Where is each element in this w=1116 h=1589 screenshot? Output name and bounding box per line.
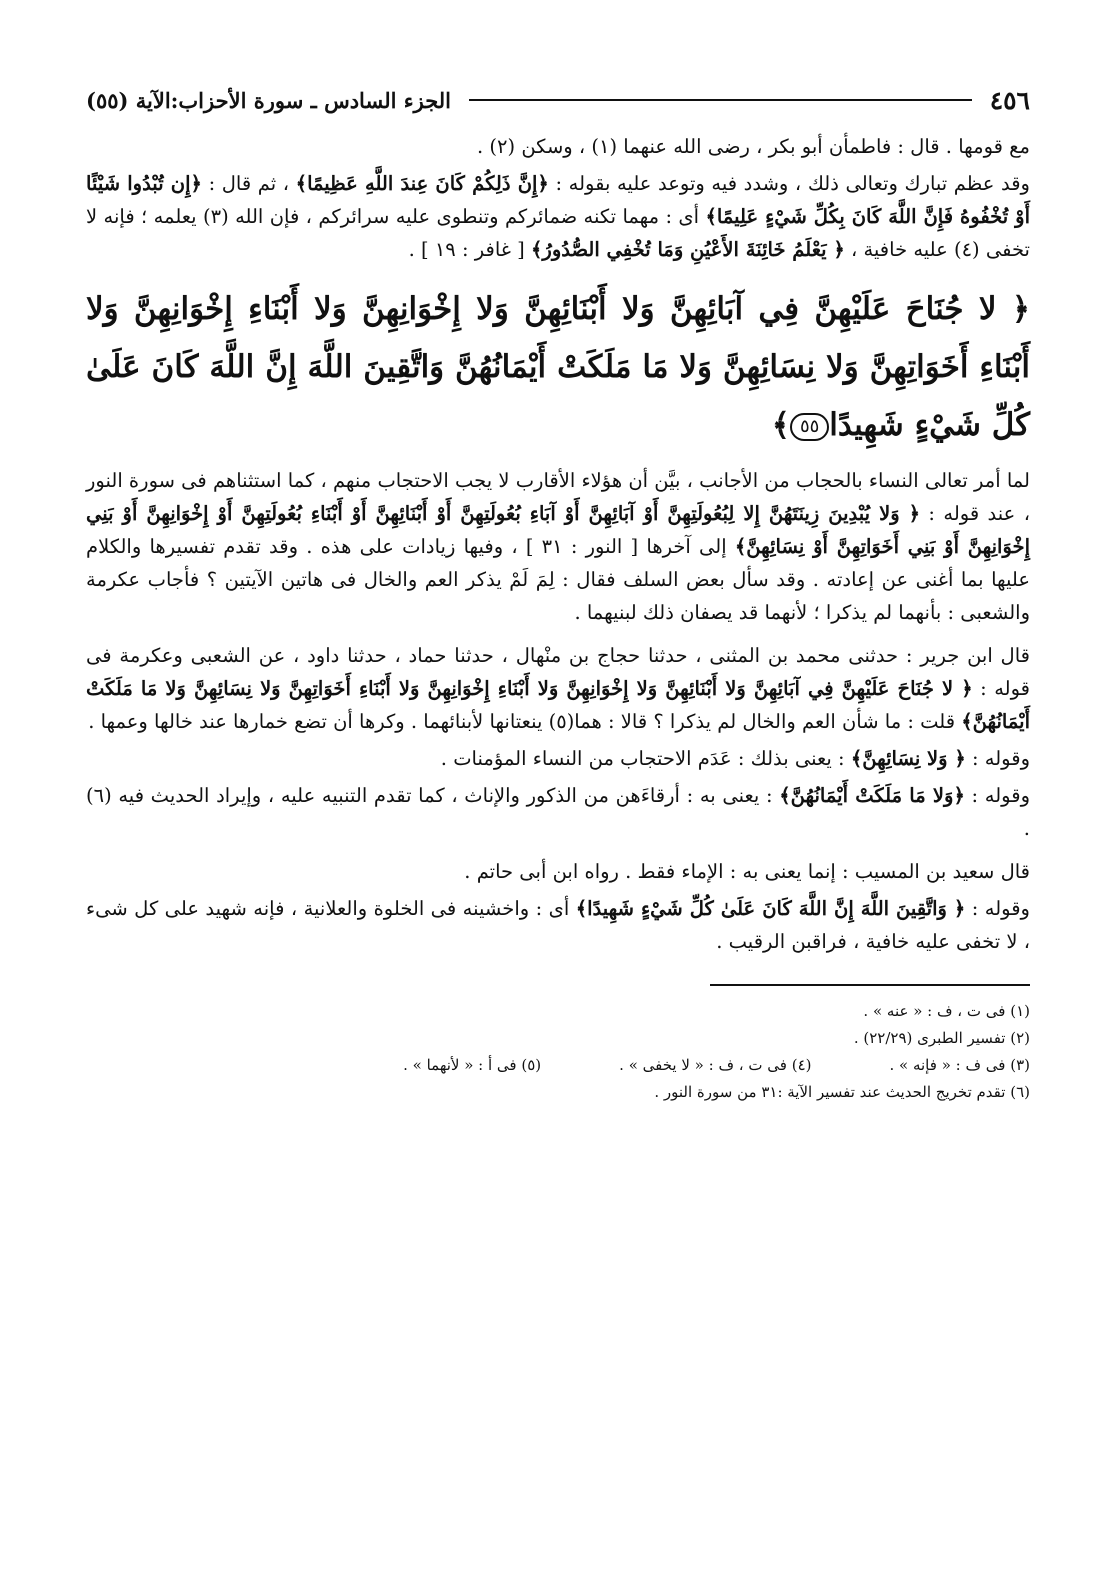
commentary-paragraph-1 — [86, 464, 1030, 629]
text-span: لما أمر تعالى النساء بالحجاب من الأجانب ، بيَّن أن هؤلاء الأقارب لا يجب الاحتجاب منهم ، كما استثناهم فى سورة النور ، عند قوله : — [86, 469, 1030, 525]
page-header — [86, 80, 1030, 120]
page-number: ٤٥٦ — [989, 85, 1030, 115]
quran-quote: ﴿ لا جُنَاحَ عَلَيْهِنَّ فِي آبَائِهِنَّ وَلا أَبْنَائِهِنَّ وَلا إِخْوَانِهِنَّ وَلا أَبْنَاءِ إِخْوَانِهِنَّ وَلا أَبْنَاءِ أَخَوَاتِهِنَّ وَلا نِسَائِهِنَّ وَلا مَا مَلَكَتْ أَيْمَانُهُنَّ﴾ — [86, 677, 1030, 733]
text-span: : يعنى بذلك : عَدَم الاحتجاب من النساء المؤمنات . — [440, 747, 851, 770]
commentary-paragraph-4 — [86, 779, 1030, 845]
header-rule — [469, 99, 972, 101]
text-span: قال سعيد بن المسيب : إنما يعنى به : الإماء فقط . رواه ابن أبى حاتم . — [464, 860, 1030, 883]
intro-line-text: مع قومها . قال : فاطمأن أبو بكر ، رضى الله عنهما (١) ، وسكن (٢) . — [477, 135, 1030, 158]
verse-close-bracket: ﴾ — [771, 407, 790, 443]
intro-line — [86, 130, 1030, 163]
text-span: قلت : ما شأن العم والخال لم يذكرا ؟ قالا : هما(٥) ينعتانها لأبنائهما . وكرها أن تضع خمارها عند خالها وعمها . — [88, 710, 962, 733]
text-span: ، ثم قال : — [201, 172, 296, 195]
footnote-5: (٥) فى أ : « لأنهما » . — [403, 1056, 542, 1074]
text-span: [ غافر : ١٩ ] . — [408, 238, 531, 261]
quran-quote: ﴿ يَعْلَمُ خَائِنَةَ الأَعْيُنِ وَمَا تُخْفِي الصُّدُورُ﴾ — [530, 238, 845, 261]
running-title: الجزء السادس ـ سورة الأحزاب:الآية (٥٥) — [86, 87, 451, 113]
quran-quote: ﴿ وَلا نِسَائِهِنَّ﴾ — [850, 747, 966, 770]
quran-quote: ﴿ وَاتَّقِينَ اللَّهَ إِنَّ اللَّهَ كَانَ عَلَىٰ كُلِّ شَيْءٍ شَهِيدًا﴾ — [575, 897, 966, 920]
footnote-3: (٣) فى ف : « فإنه » . — [889, 1056, 1030, 1074]
footnote-1: (١) فى ت ، ف : « عنه » . — [863, 1002, 1030, 1020]
footnote-4: (٤) فى ت ، ف : « لا يخفى » . — [619, 1056, 812, 1074]
footnote-row — [86, 1052, 1030, 1079]
verse-block — [86, 280, 1030, 454]
quran-quote: ﴿إِنَّ ذَلِكُمْ كَانَ عِندَ اللَّهِ عَظِيمًا﴾ — [295, 172, 549, 195]
commentary-paragraph-2 — [86, 639, 1030, 738]
footnotes — [86, 998, 1030, 1106]
text-span: وقد عظم تبارك وتعالى ذلك ، وشدد فيه وتوعد عليه بقوله : — [548, 172, 1030, 195]
quran-quote: ﴿وَلا مَا مَلَكَتْ أَيْمَانُهُنَّ﴾ — [779, 784, 965, 807]
verse-number: ٥٥ — [790, 413, 829, 441]
text-span: وقوله : — [965, 897, 1030, 920]
footnote-6: (٦) تقدم تخريج الحديث عند تفسير الآية :٣١ من سورة النور . — [654, 1083, 1030, 1101]
verse-text: ﴿ لا جُنَاحَ عَلَيْهِنَّ فِي آبَائِهِنَّ وَلا أَبْنَائِهِنَّ وَلا إِخْوَانِهِنَّ وَلا أَبْنَاءِ إِخْوَانِهِنَّ وَلا أَبْنَاءِ أَخَوَاتِهِنَّ وَلا نِسَائِهِنَّ وَلا مَا مَلَكَتْ أَيْمَانُهُنَّ وَاتَّقِينَ اللَّهَ إِنَّ اللَّهَ كَانَ عَلَىٰ كُلِّ شَيْءٍ شَهِيدًا — [86, 291, 1030, 443]
text-span: أى : مهما تكنه ضمائركم وتنطوى عليه سرائركم ، فإن الله (٣) يعلمه ؛ فإنه لا تخفى (٤) عليه خافية ، — [86, 205, 1030, 261]
intro-paragraph — [86, 167, 1030, 266]
text-span: إلى آخرها [ النور : ٣١ ] ، وفيها زيادات على هذه . وقد تقدم تفسيرها والكلام عليها بما أغنى عن إعادته . وقد سأل بعض السلف فقال : لِمَ لَمْ يذكر العم والخال فى هاتين الآيتين ؟ فأجاب عكرمة والشعبى : بأنهما لم يذكرا ؛ لأنهما قد يصفان ذلك لبنيهما . — [86, 535, 1030, 624]
quran-quote: ﴿إِن تُبْدُوا شَيْئًا أَوْ تُخْفُوهُ فَإِنَّ اللَّهَ كَانَ بِكُلِّ شَيْءٍ عَلِيمًا﴾ — [86, 172, 1030, 228]
text-span: قال ابن جرير : حدثنى محمد بن المثنى ، حدثنا حجاج بن منْهال ، حدثنا حماد ، حدثنا داود ، عن الشعبى وعكرمة فى قوله : — [86, 644, 1031, 700]
text-span: وقوله : — [964, 784, 1030, 807]
commentary-paragraph-5 — [86, 855, 1030, 888]
footnote-2: (٢) تفسير الطبرى (٢٢/٢٩) . — [853, 1029, 1030, 1047]
text-span: : يعنى به : أرقاءَهن من الذكور والإناث ، كما تقدم التنبيه عليه ، وإيراد الحديث فيه (٦) . — [86, 784, 1030, 840]
quran-quote: ﴿ وَلا يُبْدِينَ زِينَتَهُنَّ إِلا لِبُعُولَتِهِنَّ أَوْ آبَائِهِنَّ أَوْ آبَاءِ بُعُولَتِهِنَّ أَوْ أَبْنَائِهِنَّ أَوْ أَبْنَاءِ بُعُولَتِهِنَّ أَوْ إِخْوَانِهِنَّ أَوْ بَنِي إِخْوَانِهِنَّ أَوْ بَنِي أَخَوَاتِهِنَّ أَوْ نِسَائِهِنَّ﴾ — [86, 502, 1031, 558]
footnote-rule — [710, 984, 1030, 986]
text-span: أى : واخشينه فى الخلوة والعلانية ، فإنه شهيد على كل شىء ، لا تخفى عليه خافية ، فراقبن الرقيب . — [86, 897, 1030, 953]
text-span: وقوله : — [965, 747, 1030, 770]
commentary-paragraph-3 — [86, 742, 1030, 775]
commentary-paragraph-6 — [86, 892, 1030, 958]
